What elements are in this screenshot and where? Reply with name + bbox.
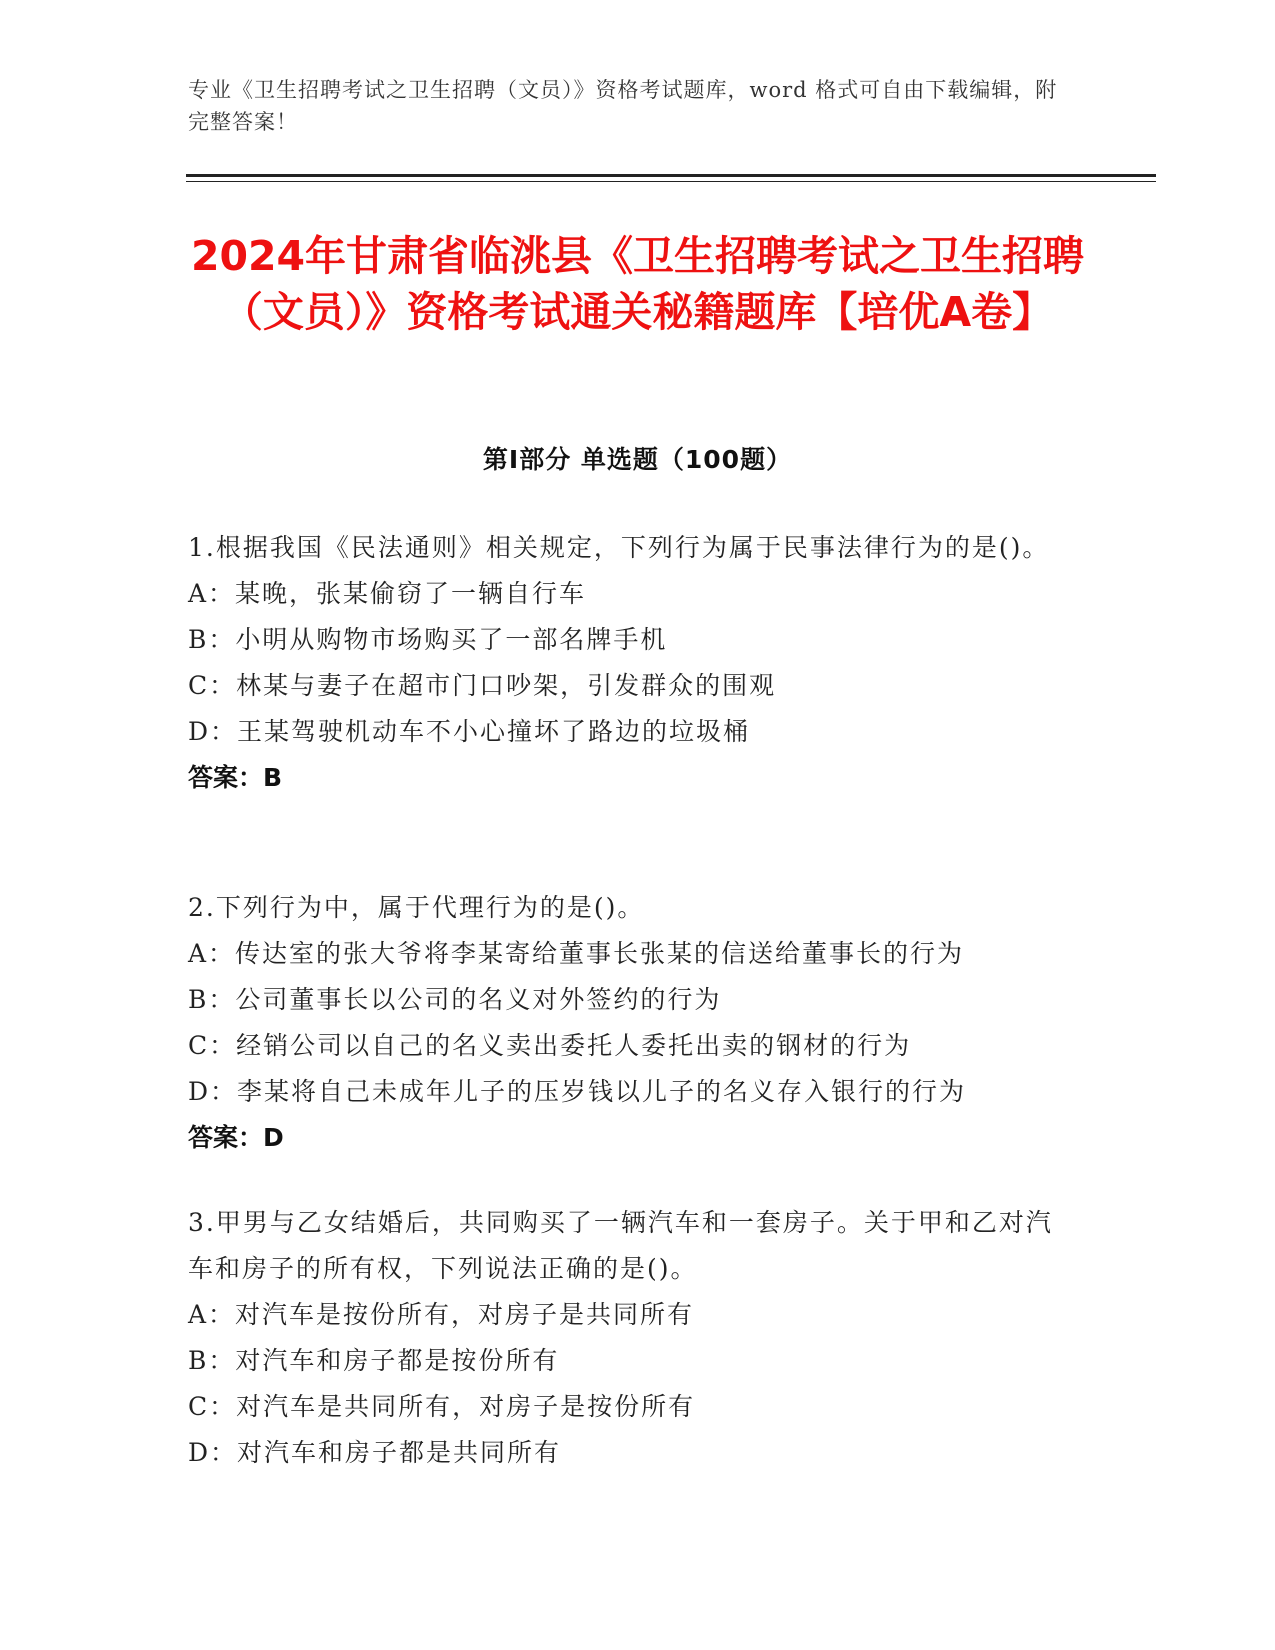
question-1 bbox=[188, 525, 1068, 801]
section-title: 第Ⅰ部分 单选题（100题） bbox=[482, 445, 793, 474]
option-c: C：经销公司以自己的名义卖出委托人委托出卖的钢材的行为 bbox=[188, 1031, 912, 1060]
question-stem: 1.根据我国《民法通则》相关规定，下列行为属于民事法律行为的是()。 bbox=[188, 533, 1050, 562]
option-b: B：公司董事长以公司的名义对外签约的行为 bbox=[188, 985, 722, 1014]
option-a: A：对汽车是按份所有，对房子是共同所有 bbox=[188, 1300, 695, 1329]
option-a: A：某晚，张某偷窃了一辆自行车 bbox=[188, 579, 587, 608]
option-a: A：传达室的张大爷将李某寄给董事长张某的信送给董事长的行为 bbox=[188, 939, 965, 968]
question-stem: 3.甲男与乙女结婚后，共同购买了一辆汽车和一套房子。关于甲和乙对汽车和房子的所有权，下列说法正确的是()。 bbox=[188, 1208, 1053, 1283]
question-3 bbox=[188, 1200, 1068, 1476]
header-note: 专业《卫生招聘考试之卫生招聘（文员）》资格考试题库，word 格式可自由下载编辑，附完整答案！ bbox=[188, 78, 1058, 134]
answer: 答案：B bbox=[188, 763, 283, 792]
header-divider-thick bbox=[186, 174, 1156, 177]
option-c: C：对汽车是共同所有，对房子是按份所有 bbox=[188, 1392, 696, 1421]
option-b: B：对汽车和房子都是按份所有 bbox=[188, 1346, 560, 1375]
answer: 答案：D bbox=[188, 1123, 284, 1152]
option-d: D：对汽车和房子都是共同所有 bbox=[188, 1438, 562, 1467]
question-stem: 2.下列行为中，属于代理行为的是()。 bbox=[188, 893, 645, 922]
option-d: D：李某将自己未成年儿子的压岁钱以儿子的名义存入银行的行为 bbox=[188, 1077, 967, 1106]
option-b: B：小明从购物市场购买了一部名牌手机 bbox=[188, 625, 668, 654]
header-divider-thin bbox=[186, 181, 1156, 182]
document-title: 2024年甘肃省临洮县《卫生招聘考试之卫生招聘（文员）》资格考试通关秘籍题库【培优A卷】 bbox=[190, 232, 1085, 336]
option-d: D：王某驾驶机动车不小心撞坏了路边的垃圾桶 bbox=[188, 717, 751, 746]
question-2 bbox=[188, 885, 1068, 1161]
option-c: C：林某与妻子在超市门口吵架，引发群众的围观 bbox=[188, 671, 777, 700]
